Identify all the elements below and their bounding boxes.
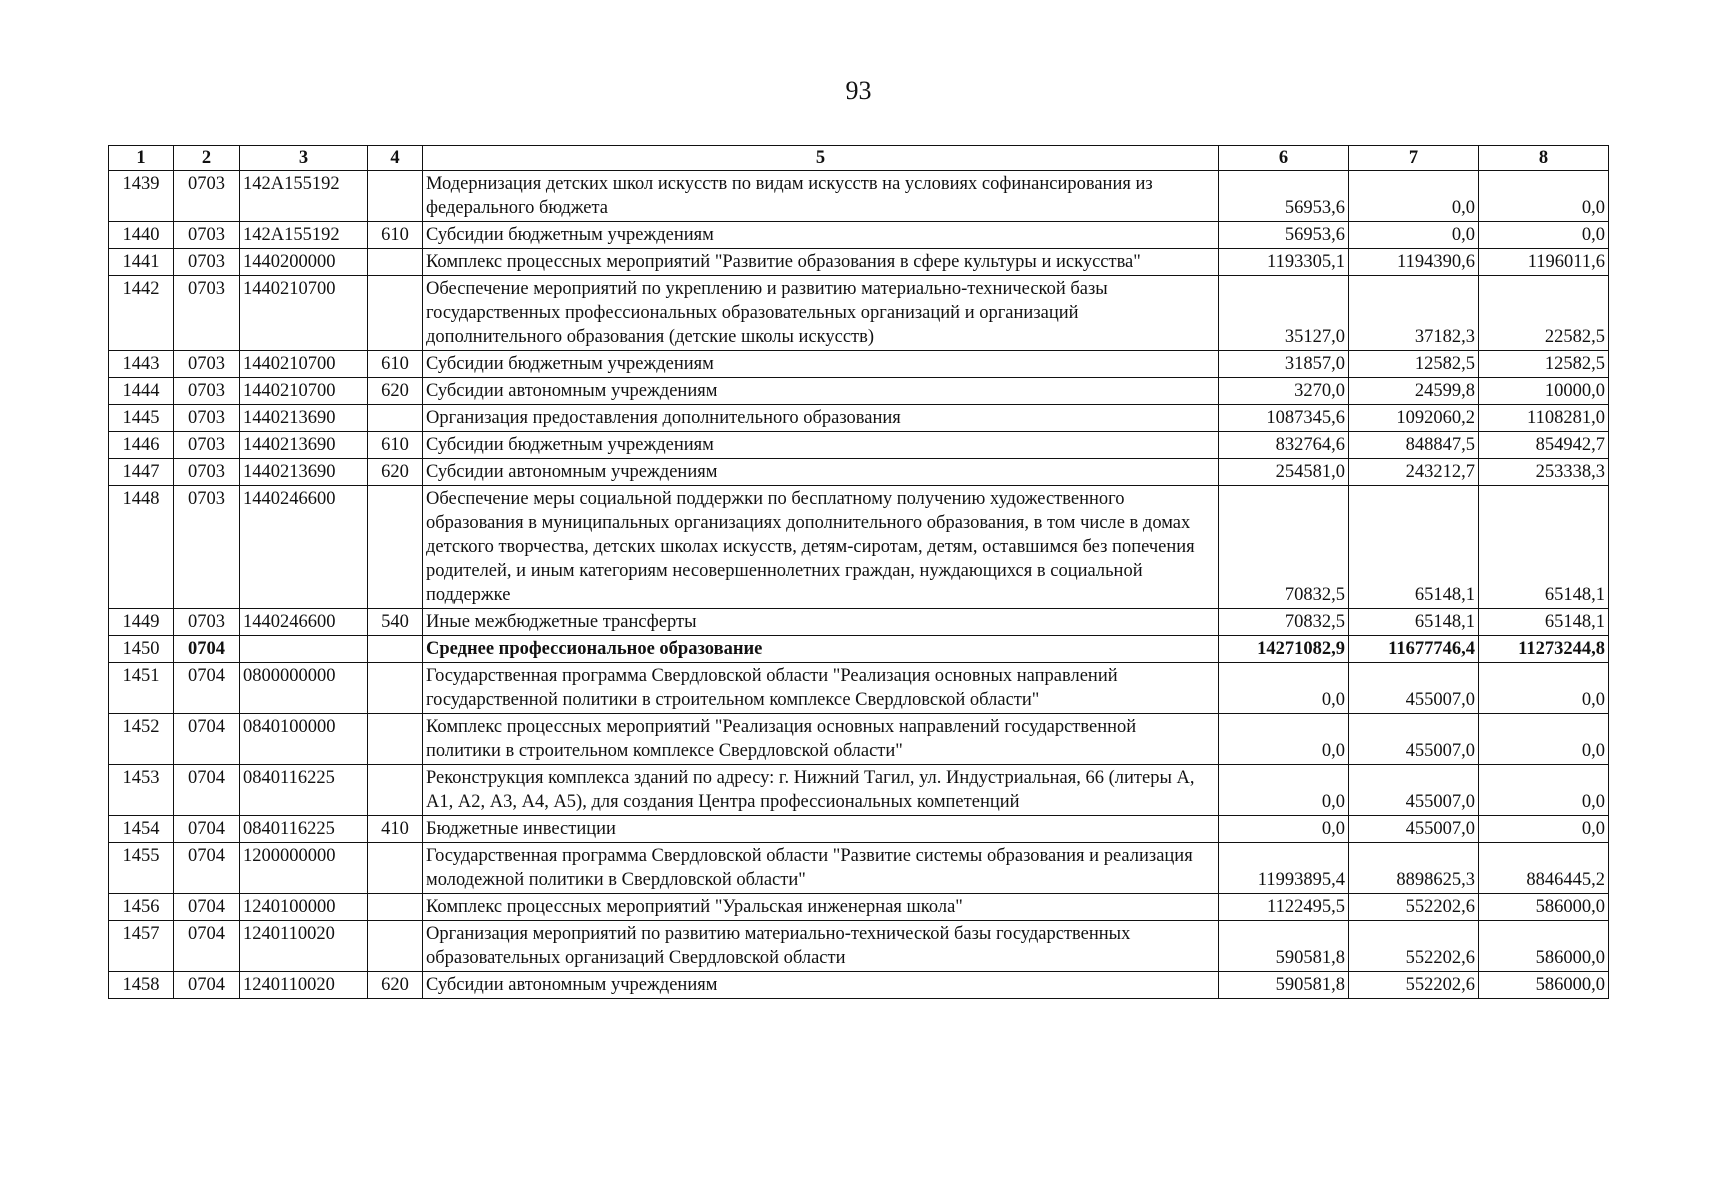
amount-col-8: 0,0 (1479, 714, 1609, 765)
section-code: 0703 (174, 276, 240, 351)
row-number: 1449 (109, 609, 174, 636)
row-name: Субсидии автономным учреждениям (423, 378, 1219, 405)
section-code: 0704 (174, 663, 240, 714)
article-code: 1440210700 (240, 378, 368, 405)
header-col-3: 3 (240, 146, 368, 171)
section-code: 0703 (174, 459, 240, 486)
expense-type-code (368, 249, 423, 276)
article-code: 1240110020 (240, 972, 368, 999)
table-row (109, 249, 1609, 276)
section-code: 0703 (174, 432, 240, 459)
table-row (109, 765, 1609, 816)
section-code: 0703 (174, 171, 240, 222)
row-number: 1445 (109, 405, 174, 432)
article-code: 1440246600 (240, 609, 368, 636)
expense-type-code: 620 (368, 378, 423, 405)
table-row (109, 378, 1609, 405)
row-name: Государственная программа Свердловской области "Реализация основных направлений государственной политики в строительном комплексе Свердловской области" (423, 663, 1219, 714)
article-code: 0840116225 (240, 816, 368, 843)
expense-type-code (368, 921, 423, 972)
expense-type-code (368, 276, 423, 351)
expense-type-code: 610 (368, 432, 423, 459)
expense-type-code: 620 (368, 972, 423, 999)
article-code: 0800000000 (240, 663, 368, 714)
amount-col-6: 0,0 (1219, 765, 1349, 816)
amount-col-6: 11993895,4 (1219, 843, 1349, 894)
section-code: 0703 (174, 609, 240, 636)
amount-col-8: 0,0 (1479, 816, 1609, 843)
expense-type-code (368, 663, 423, 714)
amount-col-8: 65148,1 (1479, 486, 1609, 609)
article-code: 1200000000 (240, 843, 368, 894)
row-number: 1450 (109, 636, 174, 663)
amount-col-7: 65148,1 (1349, 609, 1479, 636)
expense-type-code: 620 (368, 459, 423, 486)
section-code: 0703 (174, 405, 240, 432)
row-name: Комплекс процессных мероприятий "Реализация основных направлений государственной политики в строительном комплексе Свердловской области" (423, 714, 1219, 765)
row-number: 1452 (109, 714, 174, 765)
article-code (240, 636, 368, 663)
article-code: 0840100000 (240, 714, 368, 765)
section-code: 0703 (174, 222, 240, 249)
table-row (109, 843, 1609, 894)
amount-col-7: 455007,0 (1349, 816, 1479, 843)
expense-type-code (368, 636, 423, 663)
row-name: Субсидии автономным учреждениям (423, 972, 1219, 999)
row-number: 1442 (109, 276, 174, 351)
amount-col-7: 552202,6 (1349, 921, 1479, 972)
amount-col-7: 243212,7 (1349, 459, 1479, 486)
article-code: 142A155192 (240, 171, 368, 222)
amount-col-6: 3270,0 (1219, 378, 1349, 405)
section-code: 0704 (174, 921, 240, 972)
row-number: 1453 (109, 765, 174, 816)
table-row (109, 459, 1609, 486)
amount-col-6: 70832,5 (1219, 486, 1349, 609)
section-code: 0704 (174, 765, 240, 816)
row-number: 1457 (109, 921, 174, 972)
amount-col-8: 12582,5 (1479, 351, 1609, 378)
expense-type-code (368, 405, 423, 432)
article-code: 1440200000 (240, 249, 368, 276)
row-name: Организация мероприятий по развитию материально-технической базы государственных образовательных организаций Свердловской области (423, 921, 1219, 972)
row-name: Иные межбюджетные трансферты (423, 609, 1219, 636)
amount-col-6: 31857,0 (1219, 351, 1349, 378)
section-code: 0704 (174, 636, 240, 663)
row-name: Среднее профессиональное образование (423, 636, 1219, 663)
header-col-4: 4 (368, 146, 423, 171)
table-row (109, 222, 1609, 249)
table-row (109, 663, 1609, 714)
table-row (109, 894, 1609, 921)
amount-col-6: 1193305,1 (1219, 249, 1349, 276)
row-number: 1441 (109, 249, 174, 276)
amount-col-8: 253338,3 (1479, 459, 1609, 486)
page-number: 93 (845, 76, 872, 105)
row-name: Обеспечение мероприятий по укреплению и развитию материально-технической базы государственных профессиональных образовательных организаций и организаций дополнительного образования (детские школы искусств) (423, 276, 1219, 351)
table-row (109, 972, 1609, 999)
section-code: 0704 (174, 714, 240, 765)
amount-col-6: 56953,6 (1219, 171, 1349, 222)
amount-col-7: 12582,5 (1349, 351, 1479, 378)
expense-type-code: 610 (368, 351, 423, 378)
amount-col-8: 0,0 (1479, 663, 1609, 714)
row-name: Государственная программа Свердловской области "Развитие системы образования и реализация молодежной политики в Свердловской области" (423, 843, 1219, 894)
amount-col-8: 11273244,8 (1479, 636, 1609, 663)
row-name: Обеспечение меры социальной поддержки по бесплатному получению художественного образования в муниципальных организациях дополнительного образования, в том числе в домах детского творчества, детских школах искусств, детям-сиротам, детям, оставшимся без попечения родителей, и иным категориям несовершеннолетних граждан, нуждающихся в социальной поддержке (423, 486, 1219, 609)
table-row (109, 609, 1609, 636)
table-row (109, 405, 1609, 432)
article-code: 1440213690 (240, 432, 368, 459)
table-row (109, 486, 1609, 609)
amount-col-8: 0,0 (1479, 222, 1609, 249)
amount-col-7: 1092060,2 (1349, 405, 1479, 432)
row-number: 1458 (109, 972, 174, 999)
header-col-8: 8 (1479, 146, 1609, 171)
header-col-2: 2 (174, 146, 240, 171)
row-name: Субсидии бюджетным учреждениям (423, 351, 1219, 378)
section-code: 0704 (174, 816, 240, 843)
section-code: 0704 (174, 972, 240, 999)
amount-col-6: 0,0 (1219, 714, 1349, 765)
amount-col-6: 56953,6 (1219, 222, 1349, 249)
amount-col-6: 14271082,9 (1219, 636, 1349, 663)
table-body (109, 171, 1609, 999)
expense-type-code (368, 765, 423, 816)
amount-col-6: 590581,8 (1219, 972, 1349, 999)
article-code: 1440213690 (240, 459, 368, 486)
section-code: 0703 (174, 378, 240, 405)
article-code: 1440246600 (240, 486, 368, 609)
article-code: 1240100000 (240, 894, 368, 921)
header-col-1: 1 (109, 146, 174, 171)
expense-type-code (368, 714, 423, 765)
row-number: 1454 (109, 816, 174, 843)
row-number: 1451 (109, 663, 174, 714)
amount-col-6: 1087345,6 (1219, 405, 1349, 432)
expense-type-code (368, 843, 423, 894)
row-number: 1444 (109, 378, 174, 405)
amount-col-8: 586000,0 (1479, 921, 1609, 972)
amount-col-6: 254581,0 (1219, 459, 1349, 486)
table-row (109, 432, 1609, 459)
table-header-row (109, 146, 1609, 171)
row-name: Комплекс процессных мероприятий "Развитие образования в сфере культуры и искусства" (423, 249, 1219, 276)
expense-type-code (368, 894, 423, 921)
amount-col-7: 552202,6 (1349, 972, 1479, 999)
amount-col-8: 0,0 (1479, 765, 1609, 816)
expense-type-code: 540 (368, 609, 423, 636)
row-name: Субсидии бюджетным учреждениям (423, 222, 1219, 249)
header-col-7: 7 (1349, 146, 1479, 171)
row-number: 1448 (109, 486, 174, 609)
amount-col-7: 0,0 (1349, 222, 1479, 249)
amount-col-7: 37182,3 (1349, 276, 1479, 351)
section-code: 0703 (174, 486, 240, 609)
table-row (109, 351, 1609, 378)
amount-col-6: 0,0 (1219, 663, 1349, 714)
row-name: Субсидии автономным учреждениям (423, 459, 1219, 486)
amount-col-6: 35127,0 (1219, 276, 1349, 351)
row-number: 1439 (109, 171, 174, 222)
amount-col-8: 1196011,6 (1479, 249, 1609, 276)
header-col-5: 5 (423, 146, 1219, 171)
table-row (109, 171, 1609, 222)
amount-col-7: 455007,0 (1349, 714, 1479, 765)
amount-col-7: 11677746,4 (1349, 636, 1479, 663)
amount-col-8: 0,0 (1479, 171, 1609, 222)
expense-type-code: 410 (368, 816, 423, 843)
amount-col-8: 65148,1 (1479, 609, 1609, 636)
row-number: 1456 (109, 894, 174, 921)
article-code: 1440210700 (240, 351, 368, 378)
section-code: 0703 (174, 351, 240, 378)
amount-col-7: 65148,1 (1349, 486, 1479, 609)
table-row (109, 714, 1609, 765)
amount-col-8: 8846445,2 (1479, 843, 1609, 894)
article-code: 1440213690 (240, 405, 368, 432)
table-row (109, 636, 1609, 663)
row-number: 1446 (109, 432, 174, 459)
amount-col-6: 0,0 (1219, 816, 1349, 843)
amount-col-8: 854942,7 (1479, 432, 1609, 459)
row-name: Комплекс процессных мероприятий "Уральская инженерная школа" (423, 894, 1219, 921)
row-name: Модернизация детских школ искусств по видам искусств на условиях софинансирования из федерального бюджета (423, 171, 1219, 222)
expense-type-code (368, 171, 423, 222)
amount-col-7: 455007,0 (1349, 663, 1479, 714)
amount-col-8: 586000,0 (1479, 972, 1609, 999)
row-number: 1440 (109, 222, 174, 249)
amount-col-7: 0,0 (1349, 171, 1479, 222)
table-row (109, 276, 1609, 351)
article-code: 0840116225 (240, 765, 368, 816)
table-row (109, 921, 1609, 972)
article-code: 142A155192 (240, 222, 368, 249)
amount-col-6: 70832,5 (1219, 609, 1349, 636)
expense-type-code (368, 486, 423, 609)
amount-col-8: 22582,5 (1479, 276, 1609, 351)
amount-col-6: 590581,8 (1219, 921, 1349, 972)
amount-col-7: 8898625,3 (1349, 843, 1479, 894)
row-number: 1455 (109, 843, 174, 894)
row-name: Бюджетные инвестиции (423, 816, 1219, 843)
amount-col-8: 586000,0 (1479, 894, 1609, 921)
article-code: 1240110020 (240, 921, 368, 972)
row-number: 1443 (109, 351, 174, 378)
amount-col-7: 455007,0 (1349, 765, 1479, 816)
amount-col-8: 1108281,0 (1479, 405, 1609, 432)
amount-col-7: 848847,5 (1349, 432, 1479, 459)
article-code: 1440210700 (240, 276, 368, 351)
amount-col-7: 1194390,6 (1349, 249, 1479, 276)
row-number: 1447 (109, 459, 174, 486)
section-code: 0704 (174, 843, 240, 894)
table-row (109, 816, 1609, 843)
row-name: Субсидии бюджетным учреждениям (423, 432, 1219, 459)
section-code: 0703 (174, 249, 240, 276)
amount-col-6: 1122495,5 (1219, 894, 1349, 921)
amount-col-7: 24599,8 (1349, 378, 1479, 405)
amount-col-7: 552202,6 (1349, 894, 1479, 921)
header-col-6: 6 (1219, 146, 1349, 171)
expense-type-code: 610 (368, 222, 423, 249)
budget-table (108, 145, 1609, 999)
section-code: 0704 (174, 894, 240, 921)
row-name: Организация предоставления дополнительного образования (423, 405, 1219, 432)
amount-col-6: 832764,6 (1219, 432, 1349, 459)
amount-col-8: 10000,0 (1479, 378, 1609, 405)
row-name: Реконструкция комплекса зданий по адресу: г. Нижний Тагил, ул. Индустриальная, 66 (литеры А, А1, А2, А3, А4, А5), для создания Центра профессиональных компетенций (423, 765, 1219, 816)
